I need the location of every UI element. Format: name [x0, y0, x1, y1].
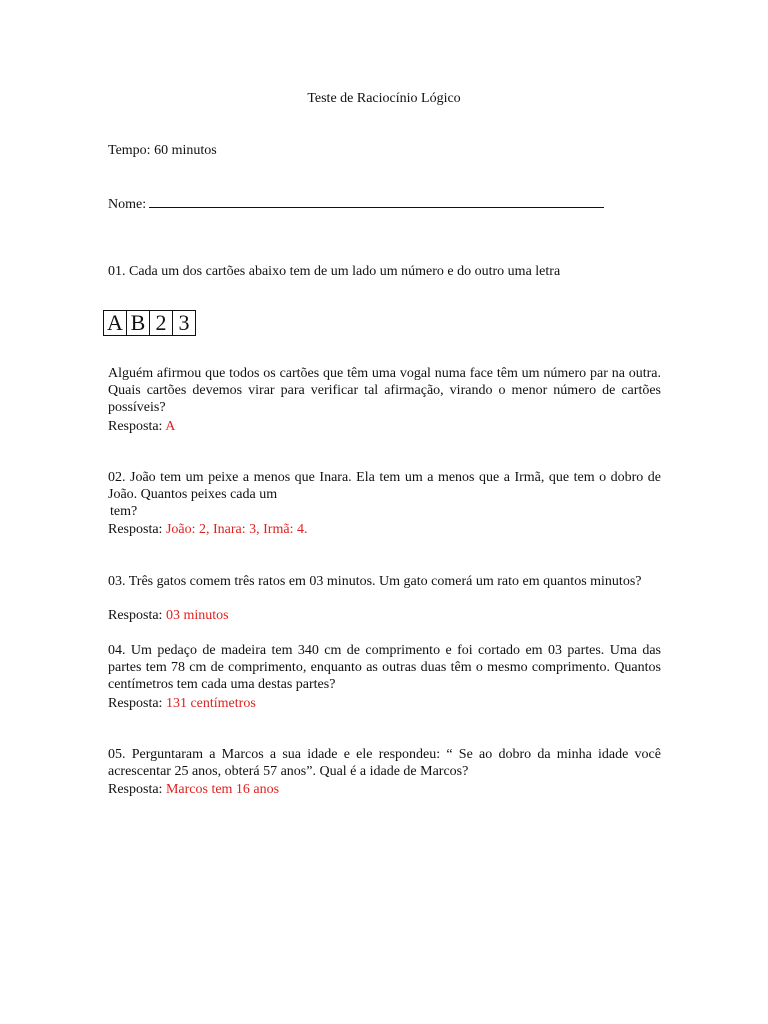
question-2-text: 02. João tem um peixe a menos que Inara. Ela tem um a menos que a Irmã, que tem o dobro de João. Quantos peixes cada um [108, 470, 661, 502]
answer-label: Resposta: [108, 782, 163, 797]
question-4-text: 04. Um pedaço de madeira tem 340 cm de comprimento e foi cortado em 03 partes. Uma das partes tem 78 cm de comprimento, enquanto as outras duas têm o mesmo comprimento. Quantos centímetros tem cada uma destas partes? [108, 643, 661, 692]
question-1-text: 01. Cada um dos cartões abaixo tem de um lado um número e do outro uma letra [108, 264, 561, 279]
question-2-answer-row [108, 521, 307, 538]
cards-row [103, 310, 196, 336]
answer-label: Resposta: [108, 696, 163, 711]
card-b: B [127, 311, 150, 335]
question-1-statement: Alguém afirmou que todos os cartões que têm uma vogal numa face têm um número par na outra. Quais cartões devemos virar para verificar tal afirmação, virando o menor número de cartões possíveis? [108, 366, 661, 415]
name-field-row [108, 194, 604, 213]
question-3-answer: 03 minutos [165, 608, 229, 623]
question-1-answer: A [165, 419, 176, 434]
answer-label: Resposta: [108, 419, 163, 434]
answer-label: Resposta: [108, 608, 163, 623]
card-3: 3 [178, 310, 190, 335]
question-3-answer-row [108, 607, 229, 624]
name-label: Nome: [108, 197, 147, 212]
question-5-answer: Marcos tem 16 anos [165, 782, 280, 797]
question-3-text: 03. Três gatos comem três ratos em 03 minutos. Um gato comerá um rato em quantos minutos? [108, 574, 642, 589]
question-1-answer-row [108, 418, 175, 435]
answer-label: Resposta: [108, 522, 163, 537]
document-title: Teste de Raciocínio Lógico [307, 91, 461, 106]
question-5-text: 05. Perguntaram a Marcos a sua idade e ele respondeu: “ Se ao dobro da minha idade você acrescentar 25 anos, obterá 57 anos”. Qual é a idade de Marcos? [108, 747, 661, 779]
name-blank-line [149, 194, 604, 208]
question-4-answer-row [108, 695, 256, 712]
time-limit: Tempo: 60 minutos [108, 143, 217, 158]
card-a: A [104, 311, 127, 335]
question-5-answer-row [108, 781, 279, 798]
question-2-answer: João: 2, Inara: 3, Irmã: 4. [165, 522, 308, 537]
question-4-answer: 131 centímetros [165, 696, 256, 711]
question-2-text-continued: tem? [110, 504, 138, 519]
card-2: 2 [150, 311, 173, 335]
